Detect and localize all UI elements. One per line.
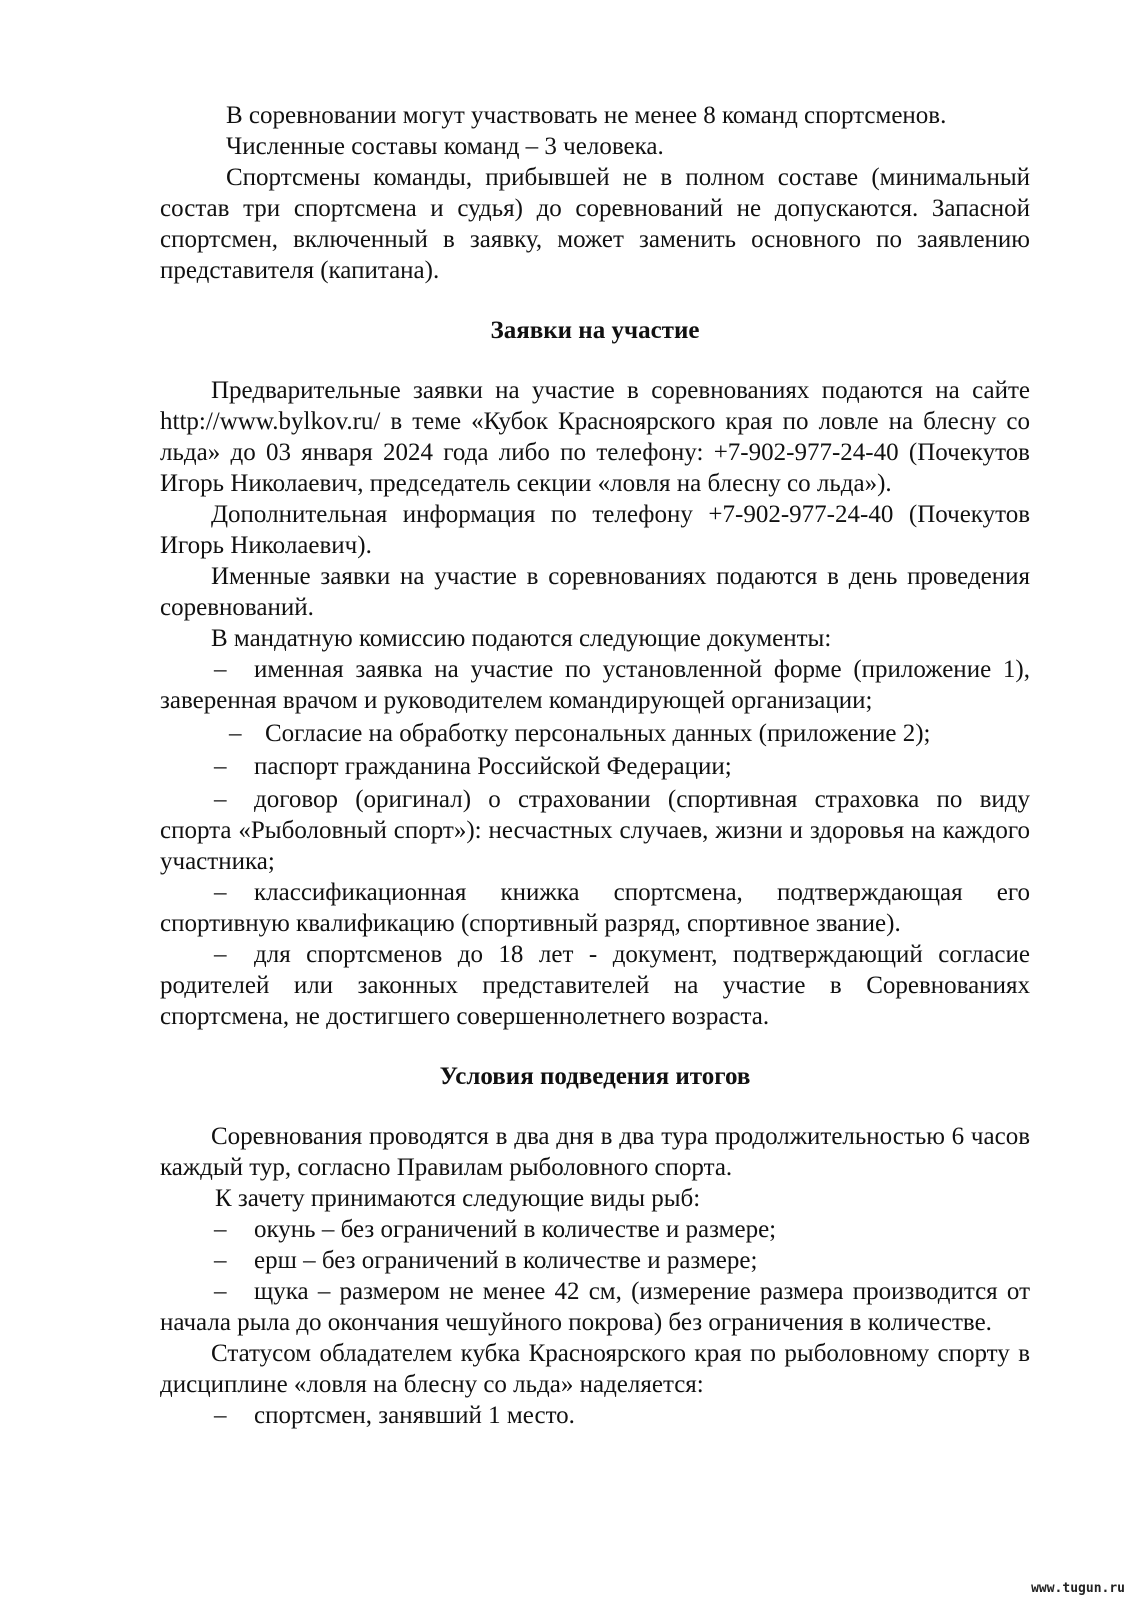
document-list-item bbox=[160, 751, 1030, 782]
document-list-item bbox=[160, 939, 1030, 1032]
fish-list-item bbox=[160, 1276, 1030, 1338]
site-watermark: www.tugun.ru bbox=[1031, 1581, 1125, 1596]
list-dash: – bbox=[229, 720, 242, 747]
list-dash: – bbox=[214, 1278, 227, 1305]
applications-paragraph-1: Предварительные заявки на участие в соревнованиях подаются на сайте http://www.bylkov.ru/ в теме «Кубок Красноярского края по ловле на блесну со льда» до 03 января 2024 года либо по телефону: +7-902-977-24-40 (Почекутов Игорь Николаевич, председатель секции «ловля на блесну со льда»). bbox=[160, 377, 1030, 497]
list-item-text: для спортсменов до 18 лет - документ, подтверждающий согласие родителей или законных представителей на участие в Соревнованиях спортсмена, не достигшего совершеннолетнего возраста. bbox=[160, 941, 1030, 1030]
list-dash: – bbox=[214, 941, 227, 968]
results-paragraph-3: Статусом обладателем кубка Красноярского края по рыболовному спорту в дисциплине «ловля на блесну со льда» наделяется: bbox=[160, 1340, 1030, 1398]
list-item-text: спортсмен, занявший 1 место. bbox=[254, 1402, 575, 1429]
list-dash: – bbox=[214, 879, 227, 906]
list-item-text: именная заявка на участие по установленной форме (приложение 1), заверенная врачом и руководителем командирующей организации; bbox=[160, 656, 1030, 714]
section-heading-results: Условия подведения итогов bbox=[439, 1063, 751, 1090]
list-item-text: паспорт гражданина Российской Федерации; bbox=[254, 753, 732, 780]
winner-list-item bbox=[160, 1400, 1030, 1431]
applications-paragraph-2: Дополнительная информация по телефону +7-902-977-24-40 (Почекутов Игорь Николаевич). bbox=[160, 501, 1030, 559]
list-item-text: щука – размером не менее 42 см, (измерение размера производится от начала рыла до окончания чешуйного покрова) без ограничения в количестве. bbox=[160, 1278, 1030, 1336]
fish-list-item bbox=[160, 1245, 1030, 1276]
list-item-text: договор (оригинал) о страховании (спортивная страховка по виду спорта «Рыболовный спорт»): несчастных случаев, жизни и здоровья на каждого участника; bbox=[160, 786, 1030, 875]
list-item-text: классификационная книжка спортсмена, подтверждающая его спортивную квалификацию (спортивный разряд, спортивное звание). bbox=[160, 879, 1030, 937]
list-item-text: окунь – без ограничений в количестве и размере; bbox=[254, 1216, 777, 1243]
list-item-text: ерш – без ограничений в количестве и размере; bbox=[254, 1247, 758, 1274]
list-dash: – bbox=[214, 1402, 227, 1429]
list-dash: – bbox=[214, 1247, 227, 1274]
intro-paragraph-3: Спортсмены команды, прибывшей не в полном составе (минимальный состав три спортсмена и судья) до соревнований не допускаются. Запасной спортсмен, включенный в заявку, может заменить основного по заявлению представителя (капитана). bbox=[160, 164, 1030, 284]
intro-paragraph-1: В соревновании могут участвовать не менее 8 команд спортсменов. bbox=[226, 102, 947, 129]
applications-paragraph-4: В мандатную комиссию подаются следующие документы: bbox=[211, 625, 832, 652]
results-paragraph-2: К зачету принимаются следующие виды рыб: bbox=[215, 1185, 701, 1212]
fish-list-item bbox=[160, 1214, 1030, 1245]
results-paragraph-1: Соревнования проводятся в два дня в два тура продолжительностью 6 часов каждый тур, согласно Правилам рыболовного спорта. bbox=[160, 1123, 1030, 1181]
document-list-item bbox=[160, 877, 1030, 939]
list-dash: – bbox=[214, 786, 227, 813]
list-dash: – bbox=[214, 1216, 227, 1243]
document-list-item bbox=[160, 718, 1030, 749]
list-dash: – bbox=[214, 656, 227, 683]
list-item-text: Согласие на обработку персональных данных (приложение 2); bbox=[265, 720, 931, 747]
document-list-item bbox=[160, 654, 1030, 716]
document-list-item bbox=[160, 784, 1030, 877]
section-heading-applications: Заявки на участие bbox=[490, 317, 700, 344]
intro-paragraph-2: Численные составы команд – 3 человека. bbox=[226, 133, 664, 160]
document-page bbox=[160, 100, 1030, 1431]
applications-paragraph-3: Именные заявки на участие в соревнованиях подаются в день проведения соревнований. bbox=[160, 563, 1030, 621]
list-dash: – bbox=[214, 753, 227, 780]
